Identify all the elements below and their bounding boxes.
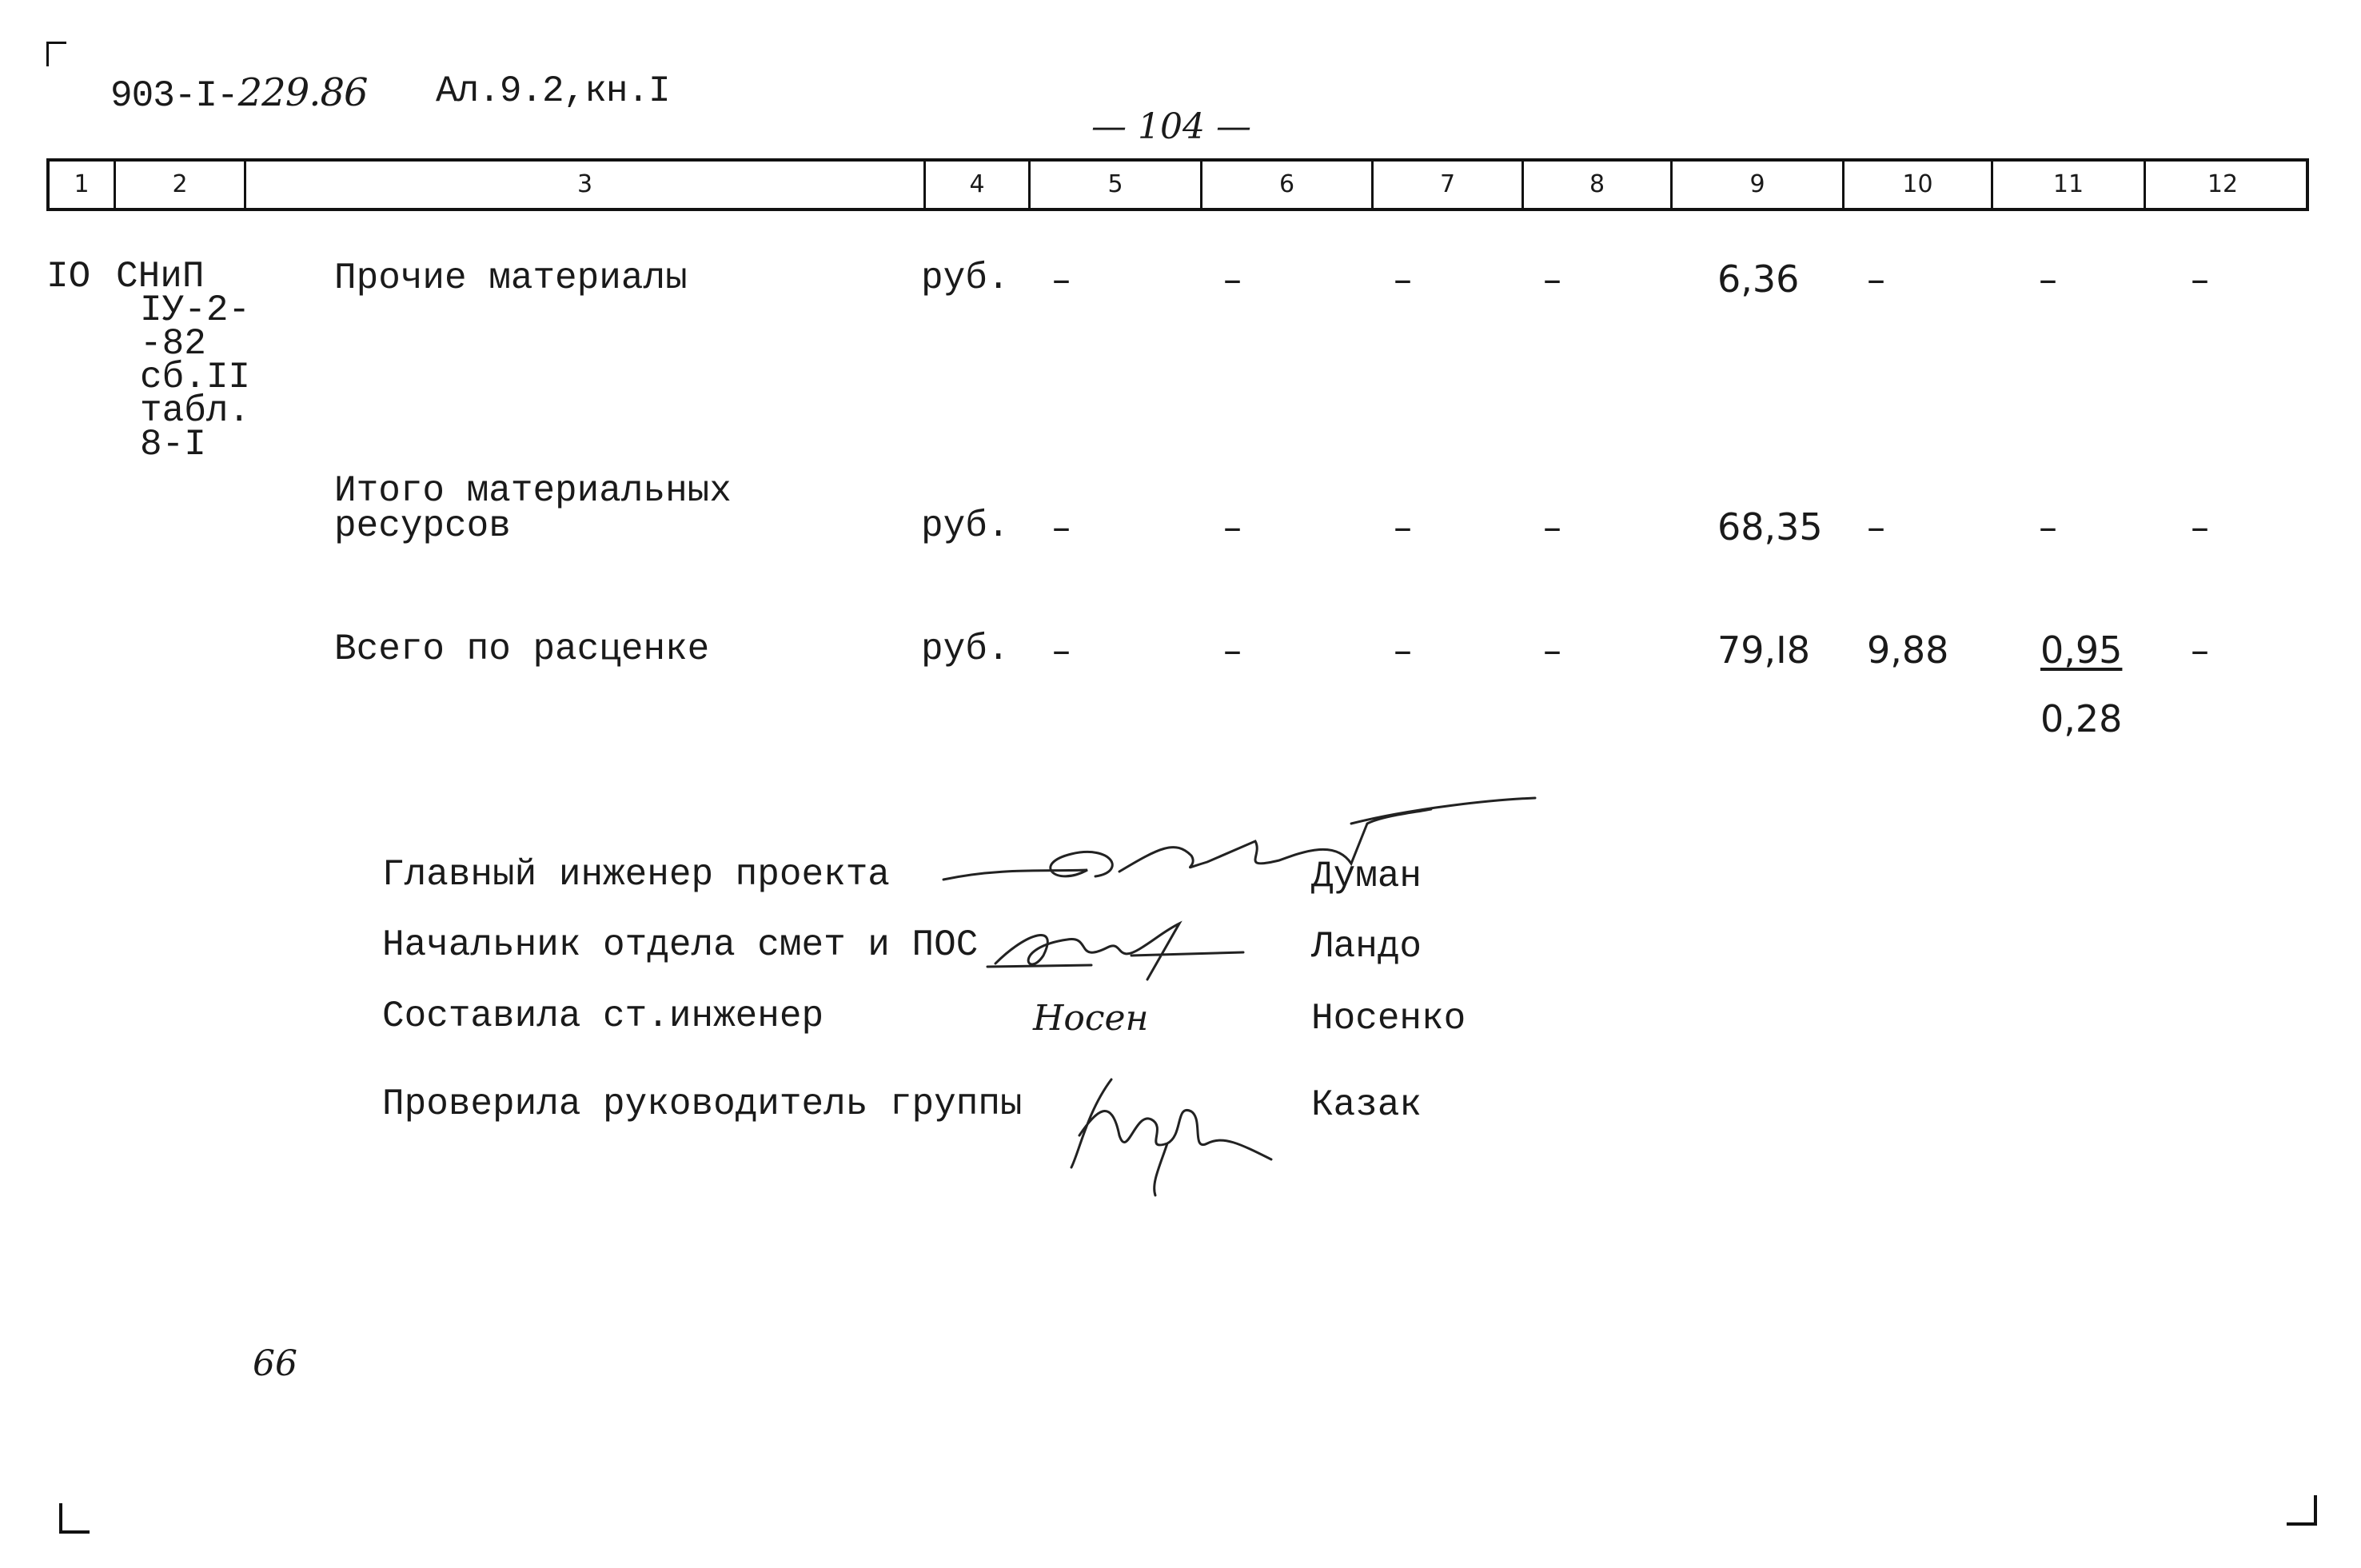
signature-role-1: Главный инженер проекта (382, 854, 890, 896)
col-header-7: 7 (1374, 162, 1524, 208)
row1-col5: – (1052, 257, 1071, 301)
row2-col12: – (2191, 505, 2209, 549)
row1-col7: – (1394, 257, 1412, 301)
row2-col7: – (1394, 505, 1412, 549)
sheet-mark: 66 (253, 1343, 297, 1384)
row2-col9: 68,35 (1717, 505, 1823, 549)
signature-role-2: Начальник отдела смет и ПОС (382, 924, 979, 966)
row1-col6: – (1223, 257, 1242, 301)
col-header-3: 3 (246, 162, 926, 208)
page-number: — 104 — (1091, 106, 1251, 147)
row3-col11: 0,95 (2040, 628, 2123, 672)
row2-col10: – (1867, 505, 1885, 549)
col-header-8: 8 (1524, 162, 1673, 208)
corner-mark-bottom-right (2287, 1495, 2317, 1526)
signature-name-2: Ландо (1311, 926, 1422, 968)
doc-reference: Ал.9.2,кн.I (436, 70, 670, 112)
row3-col12: – (2191, 628, 2209, 672)
row1-col1: IO (46, 256, 91, 297)
doc-code (110, 70, 368, 117)
signature-role-3: Составила ст.инженер (382, 995, 824, 1037)
row3-col6: – (1223, 628, 1242, 672)
row2-name-line2: ресурсов (334, 505, 511, 547)
row2-col8: – (1543, 505, 1561, 549)
col-header-10: 10 (1845, 162, 1993, 208)
row2-unit: руб. (921, 505, 1010, 547)
row1-col12: – (2191, 257, 2209, 301)
row3-col7: – (1394, 628, 1412, 672)
col-header-2: 2 (116, 162, 246, 208)
signature-mark-3: Носен (1033, 998, 1149, 1039)
signature-mark-2 (979, 900, 1251, 987)
row1-col2-line2: IУ-2- (140, 289, 251, 331)
signature-name-4: Казак (1311, 1084, 1422, 1126)
row2-col6: – (1223, 505, 1242, 549)
row1-unit: руб. (921, 257, 1010, 299)
row1-col2-line3: -82 (140, 323, 206, 365)
row2-col5: – (1052, 505, 1071, 549)
col-header-12: 12 (2207, 170, 2239, 198)
col-header-11: 11 (1993, 162, 2146, 208)
row1-col2-line4: сб.II (140, 357, 251, 398)
row3-col8: – (1543, 628, 1561, 672)
row1-col2-line1: СНиП (116, 256, 205, 297)
row2-col11: – (2039, 505, 2057, 549)
row1-col10: – (1867, 257, 1885, 301)
corner-mark-top-left (46, 42, 66, 66)
signature-mark-1 (935, 792, 1543, 904)
row3-col10: 9,88 (1867, 628, 1949, 672)
signature-mark-4 (1063, 1063, 1279, 1199)
row3-name: Всего по расценке (334, 628, 710, 670)
row2-name-line1: Итого материальных (334, 470, 732, 512)
doc-code-prefix: 903-I- (110, 75, 238, 117)
signature-name-1: Думан (1311, 856, 1422, 897)
col-header-4: 4 (926, 162, 1031, 208)
col-header-1: 1 (50, 162, 116, 208)
doc-code-handwritten: 229.86 (237, 70, 368, 115)
row3-col5: – (1052, 628, 1071, 672)
signature-role-4: Проверила руководитель группы (382, 1083, 1023, 1125)
corner-mark-bottom-left (59, 1503, 90, 1534)
col-header-6: 6 (1202, 162, 1374, 208)
row3-col9: 79,I8 (1717, 628, 1810, 672)
column-header-row (46, 158, 2309, 211)
row1-col11: – (2039, 257, 2057, 301)
row3-unit: руб. (921, 628, 1010, 670)
row1-col2-line5: табл. (140, 390, 251, 432)
row3-col11-sub: 0,28 (2040, 697, 2123, 740)
row1-col9: 6,36 (1717, 257, 1800, 301)
row1-col2-line6: 8-I (140, 424, 206, 465)
col-header-5: 5 (1031, 162, 1202, 208)
row1-col8: – (1543, 257, 1561, 301)
row1-name: Прочие материалы (334, 257, 688, 299)
col-header-9: 9 (1673, 162, 1845, 208)
signature-name-3: Носенко (1311, 998, 1466, 1039)
